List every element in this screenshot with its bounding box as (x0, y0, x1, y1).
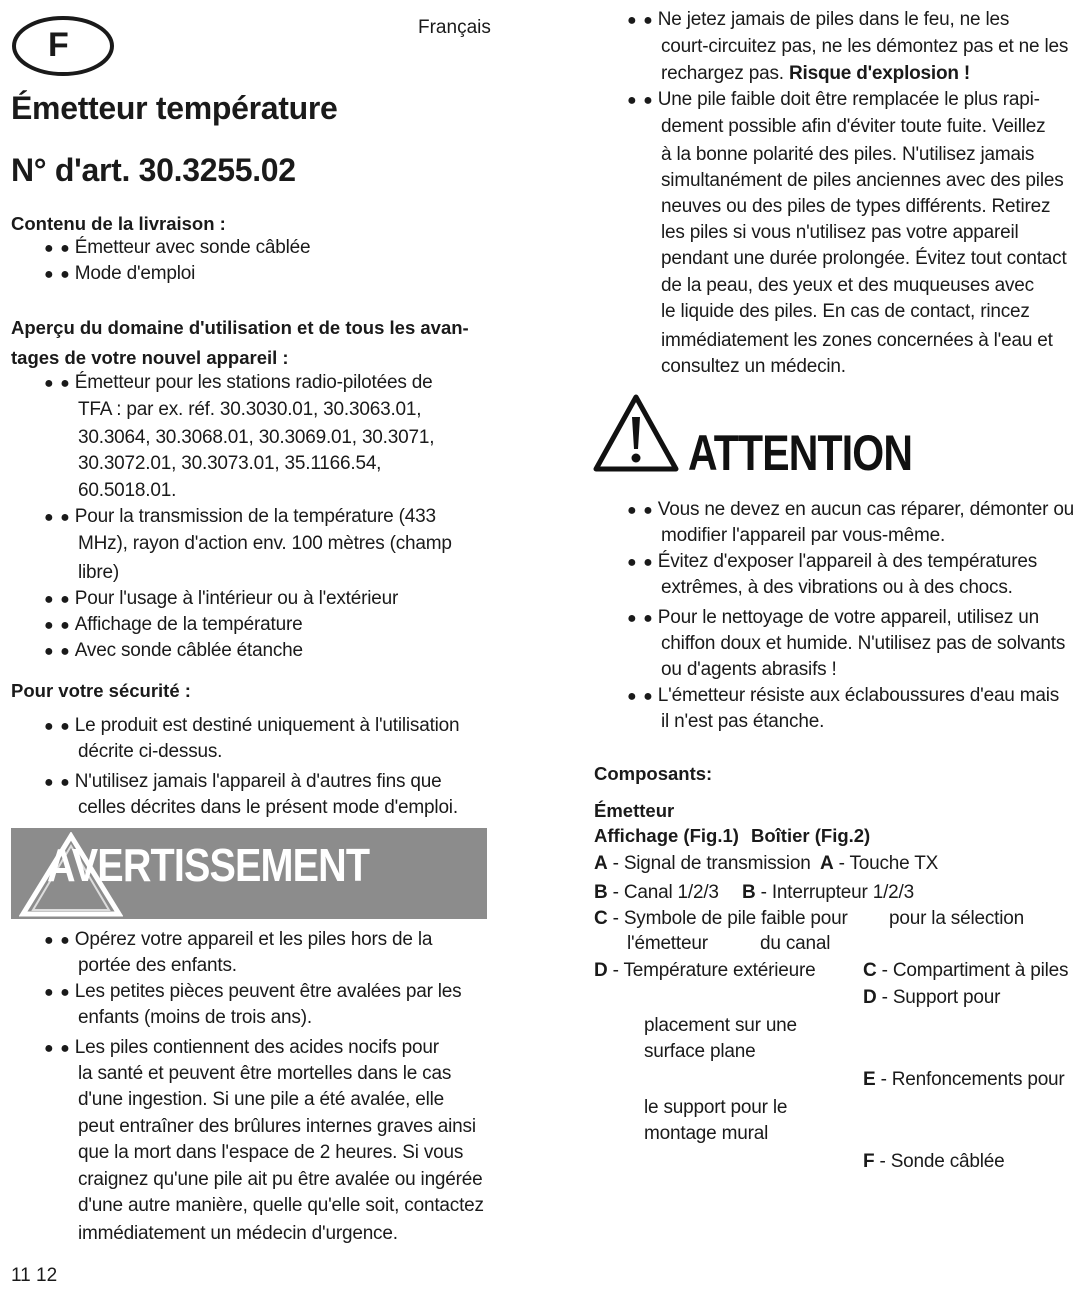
overview-item-1-line: 30.3064, 30.3068.01, 30.3069.01, 30.3071, (78, 427, 435, 448)
list-item: ● ● L'émetteur résiste aux éclaboussures d'eau mais (627, 685, 1060, 706)
battery-item-2-line: consultez un médecin. (661, 356, 846, 377)
safety-heading: Pour votre sécurité : (11, 680, 191, 701)
list-item: ● ● Avec sonde câblée étanche (44, 640, 303, 661)
attention-item-4-line: il n'est pas étanche. (661, 711, 825, 732)
list-item: ● ● Émetteur avec sonde câblée (44, 237, 311, 258)
component-text: pour la sélection (889, 908, 1024, 929)
overview-item-1-line: 30.3072.01, 30.3073.01, 35.1166.54, (78, 453, 382, 474)
safety-item-1-line: Le produit est destiné uniquement à l'utilisation (74, 715, 460, 736)
warning-item-3-line: craignez qu'une pile ait pu être avalée ou ingérée (78, 1169, 483, 1190)
attention-item-3-line: Pour le nettoyage de votre appareil, utilisez un (657, 607, 1039, 628)
list-item: ● ● N'utilisez jamais l'appareil à d'autres fins que (44, 771, 442, 792)
list-item: ● ● Pour la transmission de la température (433 (44, 506, 436, 527)
warning-item-3-line: d'une autre manière, quelle qu'elle soit, contactez (78, 1195, 484, 1216)
attention-item-2-line: extrêmes, à des vibrations ou à des chocs. (661, 577, 1013, 598)
attention-item-3-line: chiffon doux et humide. N'utilisez pas de solvants (661, 633, 1066, 654)
battery-item-2-line: pendant une durée prolongée. Évitez tout contact (661, 248, 1067, 269)
component-text: placement sur une (644, 1015, 797, 1036)
article-number: N° d'art. 30.3255.02 (11, 152, 296, 188)
list-item: ● ● Les petites pièces peuvent être avalées par les (44, 981, 462, 1002)
battery-item-2-line: Une pile faible doit être remplacée le plus rapi- (657, 89, 1040, 110)
attention-item-1-line: Vous ne devez en aucun cas réparer, démonter ou (657, 499, 1075, 520)
list-item: ● ● Pour le nettoyage de votre appareil, utilisez un (627, 607, 1039, 628)
list-item: ● ● Émetteur pour les stations radio-pilotées de (44, 372, 433, 393)
component-text: montage mural (644, 1123, 769, 1144)
overview-item-4: Affichage de la température (74, 614, 303, 635)
battery-item-2-line: neuves ou des piles de types différents. Retirez (661, 196, 1051, 217)
component-row: D - Support pour (863, 987, 1001, 1008)
battery-item-2-line: dement possible afin d'éviter toute fuite. Veillez (661, 116, 1046, 137)
component-row: D - Température extérieure (594, 960, 816, 981)
delivery-heading: Contenu de la livraison : (11, 213, 226, 234)
battery-item-2-line: les piles si vous n'utilisez pas votre appareil (661, 222, 1019, 243)
explosion-risk: Risque d'explosion ! (788, 63, 971, 84)
page-numbers: 11 12 (11, 1265, 58, 1286)
list-item: ● ● Mode d'emploi (44, 263, 196, 284)
battery-item-2-line: le liquide des piles. En cas de contact, rincez (661, 301, 1030, 322)
component-row: C - Symbole de pile faible pour (594, 908, 848, 929)
battery-item-2-line: à la bonne polarité des piles. N'utilisez jamais (661, 144, 1035, 165)
attention-triangle-icon (592, 393, 680, 473)
list-item: ● ● Évitez d'exposer l'appareil à des températures (627, 551, 1038, 572)
warning-item-3-line: peut entraîner des brûlures internes graves ainsi (78, 1116, 476, 1137)
list-item: ● ● Ne jetez jamais de piles dans le feu, ne les (627, 9, 1010, 30)
overview-item-2-line: MHz), rayon d'action env. 100 mètres (champ (78, 533, 452, 554)
battery-item-2-line: de la peau, des yeux et des muqueuses avec (661, 275, 1034, 296)
battery-item-1-last (661, 61, 970, 88)
warning-item-2-line: enfants (moins de trois ans). (78, 1007, 312, 1028)
list-item: ● ● Opérez votre appareil et les piles hors de la (44, 929, 433, 950)
fig-housing-label: Boîtier (Fig.2) (751, 825, 871, 846)
warning-item-3-line: immédiatement un médecin d'urgence. (78, 1223, 398, 1244)
safety-item-2-line: N'utilisez jamais l'appareil à d'autres fins que (74, 771, 442, 792)
attention-item-1-line: modifier l'appareil par vous-même. (661, 525, 946, 546)
battery-item-1-line: court-circuitez pas, ne les démontez pas et ne les (661, 36, 1069, 57)
component-row: B - Interrupteur 1/2/3 (742, 882, 914, 903)
component-row: E - Renfoncements pour (863, 1069, 1065, 1090)
warning-item-3-line: la santé et peuvent être mortelles dans le cas (78, 1063, 452, 1084)
overview-item-5: Avec sonde câblée étanche (74, 640, 303, 661)
overview-item-2-line: Pour la transmission de la température (433 (74, 506, 436, 527)
overview-item-3: Pour l'usage à l'intérieur ou à l'extérieur (74, 588, 399, 609)
safety-item-2-line: celles décrites dans le présent mode d'emploi. (78, 797, 458, 818)
component-text: le support pour le (644, 1097, 788, 1118)
warning-banner (11, 828, 487, 919)
overview-item-2-line: libre) (78, 562, 120, 583)
warning-item-2-line: Les petites pièces peuvent être avalées par les (74, 981, 462, 1002)
warning-item-1-line: portée des enfants. (78, 955, 237, 976)
delivery-item-2: Mode d'emploi (74, 263, 196, 284)
overview-item-1-line: Émetteur pour les stations radio-pilotées de (74, 372, 433, 393)
delivery-item-1: Émetteur avec sonde câblée (74, 237, 311, 258)
list-item: ● ● Vous ne devez en aucun cas réparer, démonter ou (627, 499, 1075, 520)
overview-heading-1: Aperçu du domaine d'utilisation et de tous les avan- (11, 317, 469, 338)
component-text: du canal (760, 933, 831, 954)
component-row: F - Sonde câblée (863, 1151, 1005, 1172)
component-row: A - Signal de transmission (594, 853, 811, 874)
list-item: ● ● Une pile faible doit être remplacée le plus rapi- (627, 89, 1040, 110)
battery-item-1-line: rechargez pas. (661, 63, 784, 84)
product-title: Émetteur température (11, 90, 338, 126)
attention-item-2-line: Évitez d'exposer l'appareil à des températures (657, 551, 1038, 572)
battery-item-2-line: simultanément de piles anciennes avec des piles (661, 170, 1064, 191)
component-row: B - Canal 1/2/3 (594, 882, 719, 903)
warning-title: AVERTISSEMENT (47, 839, 370, 891)
component-text: surface plane (644, 1041, 756, 1062)
list-item: ● ● Affichage de la température (44, 614, 303, 635)
overview-item-1-line: 60.5018.01. (78, 480, 177, 501)
warning-item-1-line: Opérez votre appareil et les piles hors de la (74, 929, 433, 950)
component-text: l'émetteur (627, 933, 708, 954)
fig-display-label: Affichage (Fig.1) (594, 825, 739, 846)
component-row: C - Compartiment à piles (863, 960, 1069, 981)
overview-heading-2: tages de votre nouvel appareil : (11, 347, 289, 368)
attention-title: ATTENTION (688, 425, 913, 481)
components-heading: Composants: (594, 763, 713, 784)
warning-item-3-line: Les piles contiennent des acides nocifs pour (74, 1037, 439, 1058)
overview-item-1-line: TFA : par ex. réf. 30.3030.01, 30.3063.01, (78, 399, 422, 420)
battery-item-2-line: immédiatement les zones concernées à l'eau et (661, 330, 1053, 351)
warning-item-3-line: d'une ingestion. Si une pile a été avalée, elle (78, 1089, 445, 1110)
battery-item-1-line: Ne jetez jamais de piles dans le feu, ne les (657, 9, 1010, 30)
components-subheading: Émetteur (594, 800, 675, 821)
list-item: ● ● Le produit est destiné uniquement à l'utilisation (44, 715, 460, 736)
language-label: Français (418, 17, 491, 38)
component-row: A - Touche TX (820, 853, 939, 874)
country-code: F (48, 26, 69, 64)
attention-item-3-line: ou d'agents abrasifs ! (661, 659, 837, 680)
list-item: ● ● Les piles contiennent des acides nocifs pour (44, 1037, 439, 1058)
attention-item-4-line: L'émetteur résiste aux éclaboussures d'eau mais (657, 685, 1060, 706)
safety-item-1-line: décrite ci-dessus. (78, 741, 223, 762)
warning-item-3-line: que la mort dans l'espace de 2 heures. Si vous (78, 1142, 464, 1163)
list-item: ● ● Pour l'usage à l'intérieur ou à l'extérieur (44, 588, 399, 609)
